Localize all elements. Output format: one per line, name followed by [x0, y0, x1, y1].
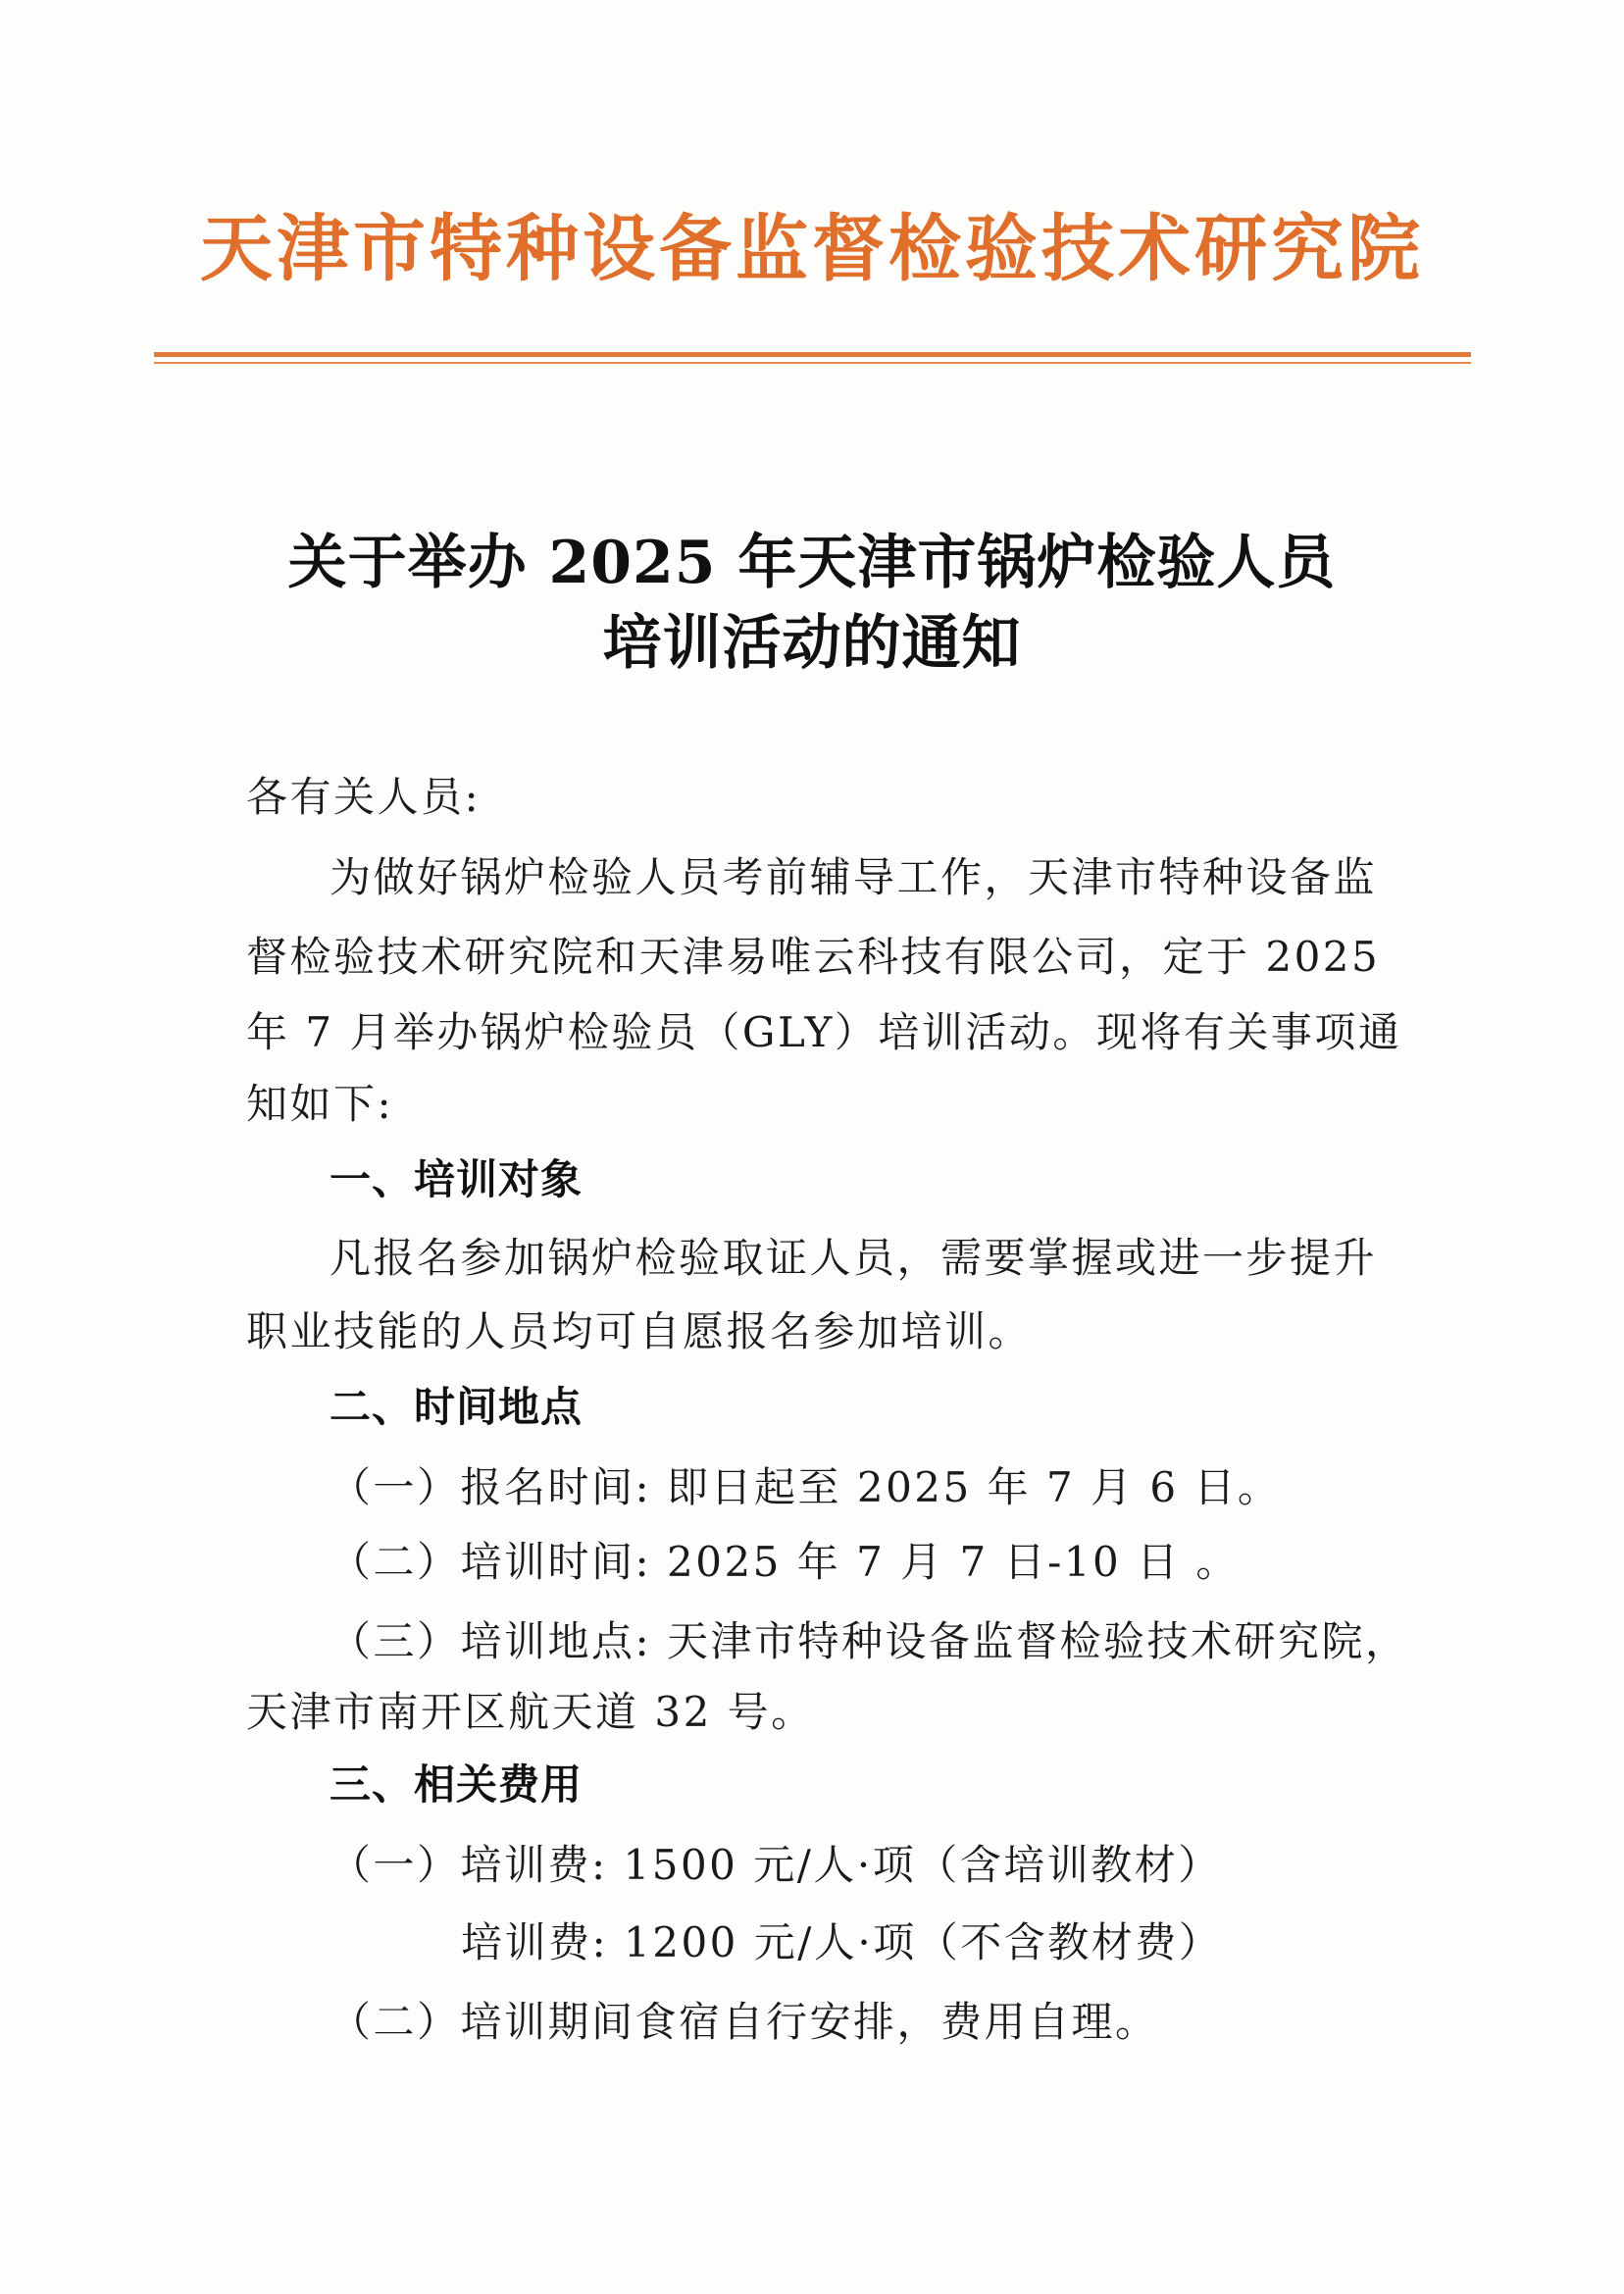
section-heading-training-target: 一、培训对象 [330, 1155, 584, 1203]
section-1-line-2: 职业技能的人员均可自愿报名参加培训。 [246, 1307, 1033, 1355]
notice-title-line-1: 关于举办 2025 年天津市锅炉检验人员 [287, 529, 1337, 597]
intro-line-1: 为做好锅炉检验人员考前辅导工作，天津市特种设备监 [330, 853, 1378, 901]
notice-title-line-2: 培训活动的通知 [602, 609, 1022, 678]
section-2-line-4: 天津市南开区航天道 32 号。 [246, 1688, 815, 1736]
section-3-line-3: （二）培训期间食宿自行安排，费用自理。 [330, 1998, 1159, 2046]
intro-line-4: 知如下: [246, 1080, 394, 1128]
section-2-line-2: （二）培训时间: 2025 年 7 月 7 日-10 日 。 [330, 1538, 1240, 1586]
letterhead-org-name: 天津市特种设备监督检验技术研究院 [200, 207, 1424, 291]
section-3-line-2: 培训费: 1200 元/人·项（不含教材费） [461, 1918, 1223, 1966]
section-2-line-1: （一）报名时间: 即日起至 2025 年 7 月 6 日。 [330, 1463, 1282, 1511]
salutation: 各有关人员: [246, 773, 482, 821]
section-heading-fees: 三、相关费用 [330, 1760, 584, 1809]
intro-line-3: 年 7 月举办锅炉检验员（GLY）培训活动。现将有关事项通 [246, 1008, 1402, 1056]
section-3-line-1: （一）培训费: 1500 元/人·项（含培训教材） [330, 1841, 1222, 1889]
letterhead-rule-thin [154, 362, 1471, 364]
section-2-line-3: （三）培训地点: 天津市特种设备监督检验技术研究院， [330, 1617, 1409, 1665]
section-1-line-1: 凡报名参加锅炉检验取证人员，需要掌握或进一步提升 [330, 1234, 1378, 1282]
section-heading-time-place: 二、时间地点 [330, 1383, 584, 1431]
intro-line-2: 督检验技术研究院和天津易唯云科技有限公司，定于 2025 [246, 933, 1381, 981]
letterhead-rule-thick [154, 352, 1471, 357]
